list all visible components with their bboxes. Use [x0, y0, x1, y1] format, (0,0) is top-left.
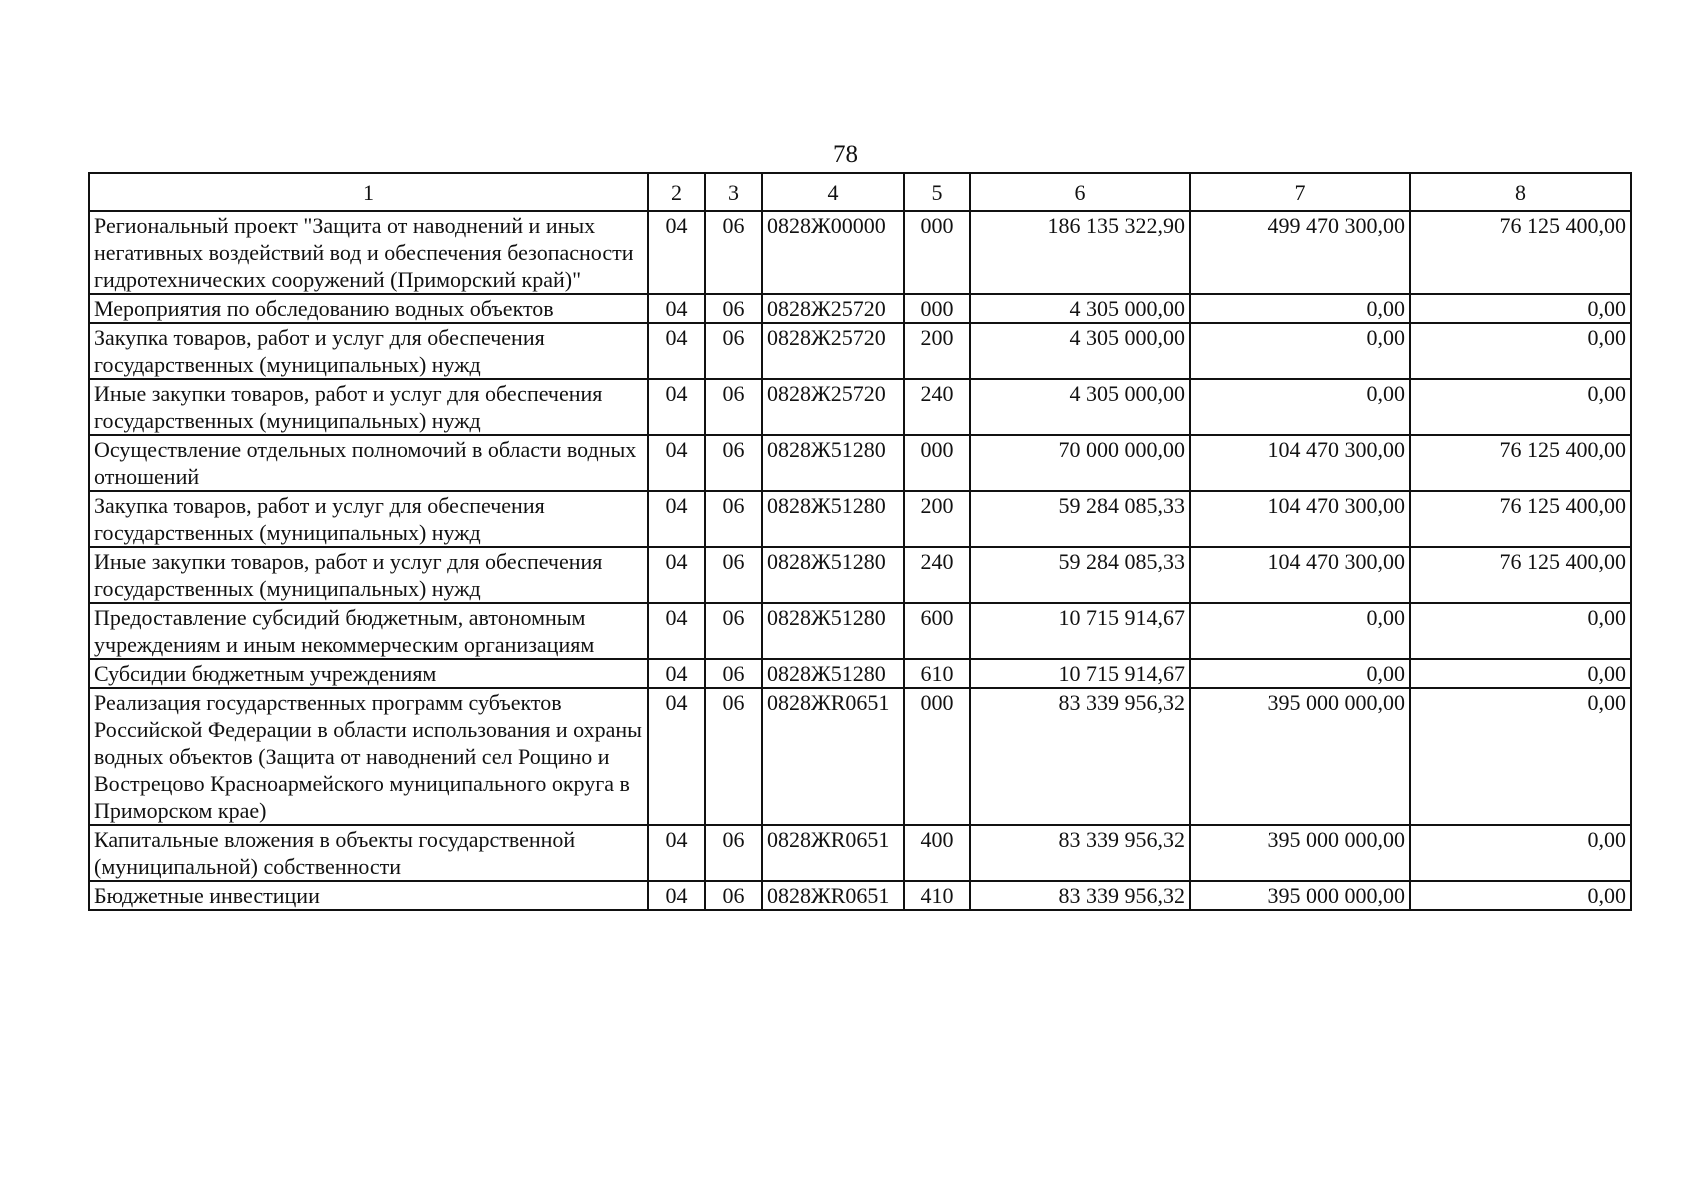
row-target-code: 0828Ж51280: [762, 603, 904, 659]
row-subsection-code: 06: [705, 881, 762, 910]
row-amount-col6: 4 305 000,00: [970, 379, 1190, 435]
row-subsection-code: 06: [705, 688, 762, 825]
row-name: Осуществление отдельных полномочий в области водных отношений: [89, 435, 648, 491]
row-target-code: 0828Ж51280: [762, 659, 904, 688]
table-row: [89, 603, 1631, 659]
row-section-code: 04: [648, 211, 705, 294]
row-expense-type-code: 200: [904, 491, 970, 547]
table-body: [89, 211, 1631, 910]
row-amount-col7: 0,00: [1190, 379, 1410, 435]
row-name: Бюджетные инвестиции: [89, 881, 648, 910]
row-name: Реализация государственных программ субъектов Российской Федерации в области использования и охраны водных объектов (Защита от наводнений сел Рощино и Вострецово Красноармейского муниципального округа в Приморском крае): [89, 688, 648, 825]
row-amount-col6: 10 715 914,67: [970, 659, 1190, 688]
budget-table: [88, 172, 1632, 911]
column-header-5: 5: [904, 173, 970, 211]
row-section-code: 04: [648, 603, 705, 659]
row-name: Иные закупки товаров, работ и услуг для обеспечения государственных (муниципальных) нужд: [89, 547, 648, 603]
column-header-4: 4: [762, 173, 904, 211]
row-expense-type-code: 600: [904, 603, 970, 659]
header-row: [89, 173, 1631, 211]
table-row: [89, 881, 1631, 910]
row-amount-col8: 0,00: [1410, 294, 1631, 323]
row-amount-col8: 0,00: [1410, 603, 1631, 659]
table-row: [89, 323, 1631, 379]
row-subsection-code: 06: [705, 211, 762, 294]
row-amount-col8: 0,00: [1410, 688, 1631, 825]
row-amount-col6: 59 284 085,33: [970, 491, 1190, 547]
row-amount-col6: 4 305 000,00: [970, 323, 1190, 379]
row-target-code: 0828ЖR0651: [762, 881, 904, 910]
row-expense-type-code: 000: [904, 294, 970, 323]
row-section-code: 04: [648, 688, 705, 825]
row-target-code: 0828Ж51280: [762, 491, 904, 547]
row-amount-col6: 83 339 956,32: [970, 825, 1190, 881]
row-amount-col6: 83 339 956,32: [970, 688, 1190, 825]
table-row: [89, 659, 1631, 688]
page-number: 78: [833, 141, 858, 168]
row-subsection-code: 06: [705, 294, 762, 323]
row-section-code: 04: [648, 547, 705, 603]
row-expense-type-code: 400: [904, 825, 970, 881]
table-row: [89, 211, 1631, 294]
row-section-code: 04: [648, 294, 705, 323]
row-amount-col7: 395 000 000,00: [1190, 881, 1410, 910]
row-subsection-code: 06: [705, 379, 762, 435]
row-amount-col8: 76 125 400,00: [1410, 491, 1631, 547]
row-name: Мероприятия по обследованию водных объектов: [89, 294, 648, 323]
row-amount-col7: 0,00: [1190, 294, 1410, 323]
row-subsection-code: 06: [705, 825, 762, 881]
table-row: [89, 825, 1631, 881]
row-expense-type-code: 000: [904, 435, 970, 491]
row-expense-type-code: 240: [904, 547, 970, 603]
row-amount-col7: 0,00: [1190, 603, 1410, 659]
row-amount-col8: 0,00: [1410, 825, 1631, 881]
row-amount-col8: 0,00: [1410, 659, 1631, 688]
row-section-code: 04: [648, 825, 705, 881]
table-header: [89, 173, 1631, 211]
row-amount-col6: 70 000 000,00: [970, 435, 1190, 491]
row-name: Региональный проект "Защита от наводнений и иных негативных воздействий вод и обеспечения безопасности гидротехнических сооружений (Приморский край)": [89, 211, 648, 294]
row-expense-type-code: 240: [904, 379, 970, 435]
row-target-code: 0828Ж51280: [762, 547, 904, 603]
row-subsection-code: 06: [705, 547, 762, 603]
column-header-6: 6: [970, 173, 1190, 211]
row-section-code: 04: [648, 435, 705, 491]
row-amount-col8: 76 125 400,00: [1410, 547, 1631, 603]
row-name: Капитальные вложения в объекты государственной (муниципальной) собственности: [89, 825, 648, 881]
row-name: Иные закупки товаров, работ и услуг для обеспечения государственных (муниципальных) нужд: [89, 379, 648, 435]
row-amount-col6: 10 715 914,67: [970, 603, 1190, 659]
row-amount-col8: 76 125 400,00: [1410, 211, 1631, 294]
row-expense-type-code: 200: [904, 323, 970, 379]
row-section-code: 04: [648, 881, 705, 910]
row-expense-type-code: 410: [904, 881, 970, 910]
row-amount-col7: 499 470 300,00: [1190, 211, 1410, 294]
row-amount-col6: 4 305 000,00: [970, 294, 1190, 323]
row-amount-col6: 83 339 956,32: [970, 881, 1190, 910]
row-subsection-code: 06: [705, 491, 762, 547]
column-header-7: 7: [1190, 173, 1410, 211]
column-header-3: 3: [705, 173, 762, 211]
column-header-1: 1: [89, 173, 648, 211]
table-row: [89, 688, 1631, 825]
row-amount-col8: 76 125 400,00: [1410, 435, 1631, 491]
row-amount-col8: 0,00: [1410, 323, 1631, 379]
row-target-code: 0828Ж00000: [762, 211, 904, 294]
row-amount-col6: 186 135 322,90: [970, 211, 1190, 294]
column-header-8: 8: [1410, 173, 1631, 211]
row-amount-col8: 0,00: [1410, 881, 1631, 910]
row-expense-type-code: 610: [904, 659, 970, 688]
table-row: [89, 294, 1631, 323]
row-amount-col7: 104 470 300,00: [1190, 547, 1410, 603]
row-amount-col7: 395 000 000,00: [1190, 688, 1410, 825]
row-name: Субсидии бюджетным учреждениям: [89, 659, 648, 688]
column-header-2: 2: [648, 173, 705, 211]
row-target-code: 0828Ж25720: [762, 379, 904, 435]
row-name: Закупка товаров, работ и услуг для обеспечения государственных (муниципальных) нужд: [89, 491, 648, 547]
table-row: [89, 491, 1631, 547]
table-row: [89, 435, 1631, 491]
row-amount-col8: 0,00: [1410, 379, 1631, 435]
row-subsection-code: 06: [705, 435, 762, 491]
row-target-code: 0828ЖR0651: [762, 825, 904, 881]
row-expense-type-code: 000: [904, 688, 970, 825]
row-amount-col7: 395 000 000,00: [1190, 825, 1410, 881]
row-target-code: 0828Ж51280: [762, 435, 904, 491]
row-target-code: 0828Ж25720: [762, 294, 904, 323]
row-section-code: 04: [648, 491, 705, 547]
row-section-code: 04: [648, 379, 705, 435]
row-section-code: 04: [648, 323, 705, 379]
row-amount-col7: 104 470 300,00: [1190, 491, 1410, 547]
row-target-code: 0828Ж25720: [762, 323, 904, 379]
row-amount-col7: 104 470 300,00: [1190, 435, 1410, 491]
row-amount-col7: 0,00: [1190, 659, 1410, 688]
row-expense-type-code: 000: [904, 211, 970, 294]
row-name: Закупка товаров, работ и услуг для обеспечения государственных (муниципальных) нужд: [89, 323, 648, 379]
row-amount-col6: 59 284 085,33: [970, 547, 1190, 603]
table-row: [89, 379, 1631, 435]
row-name: Предоставление субсидий бюджетным, автономным учреждениям и иным некоммерческим организациям: [89, 603, 648, 659]
row-subsection-code: 06: [705, 659, 762, 688]
row-subsection-code: 06: [705, 323, 762, 379]
row-target-code: 0828ЖR0651: [762, 688, 904, 825]
row-section-code: 04: [648, 659, 705, 688]
row-subsection-code: 06: [705, 603, 762, 659]
table-row: [89, 547, 1631, 603]
row-amount-col7: 0,00: [1190, 323, 1410, 379]
